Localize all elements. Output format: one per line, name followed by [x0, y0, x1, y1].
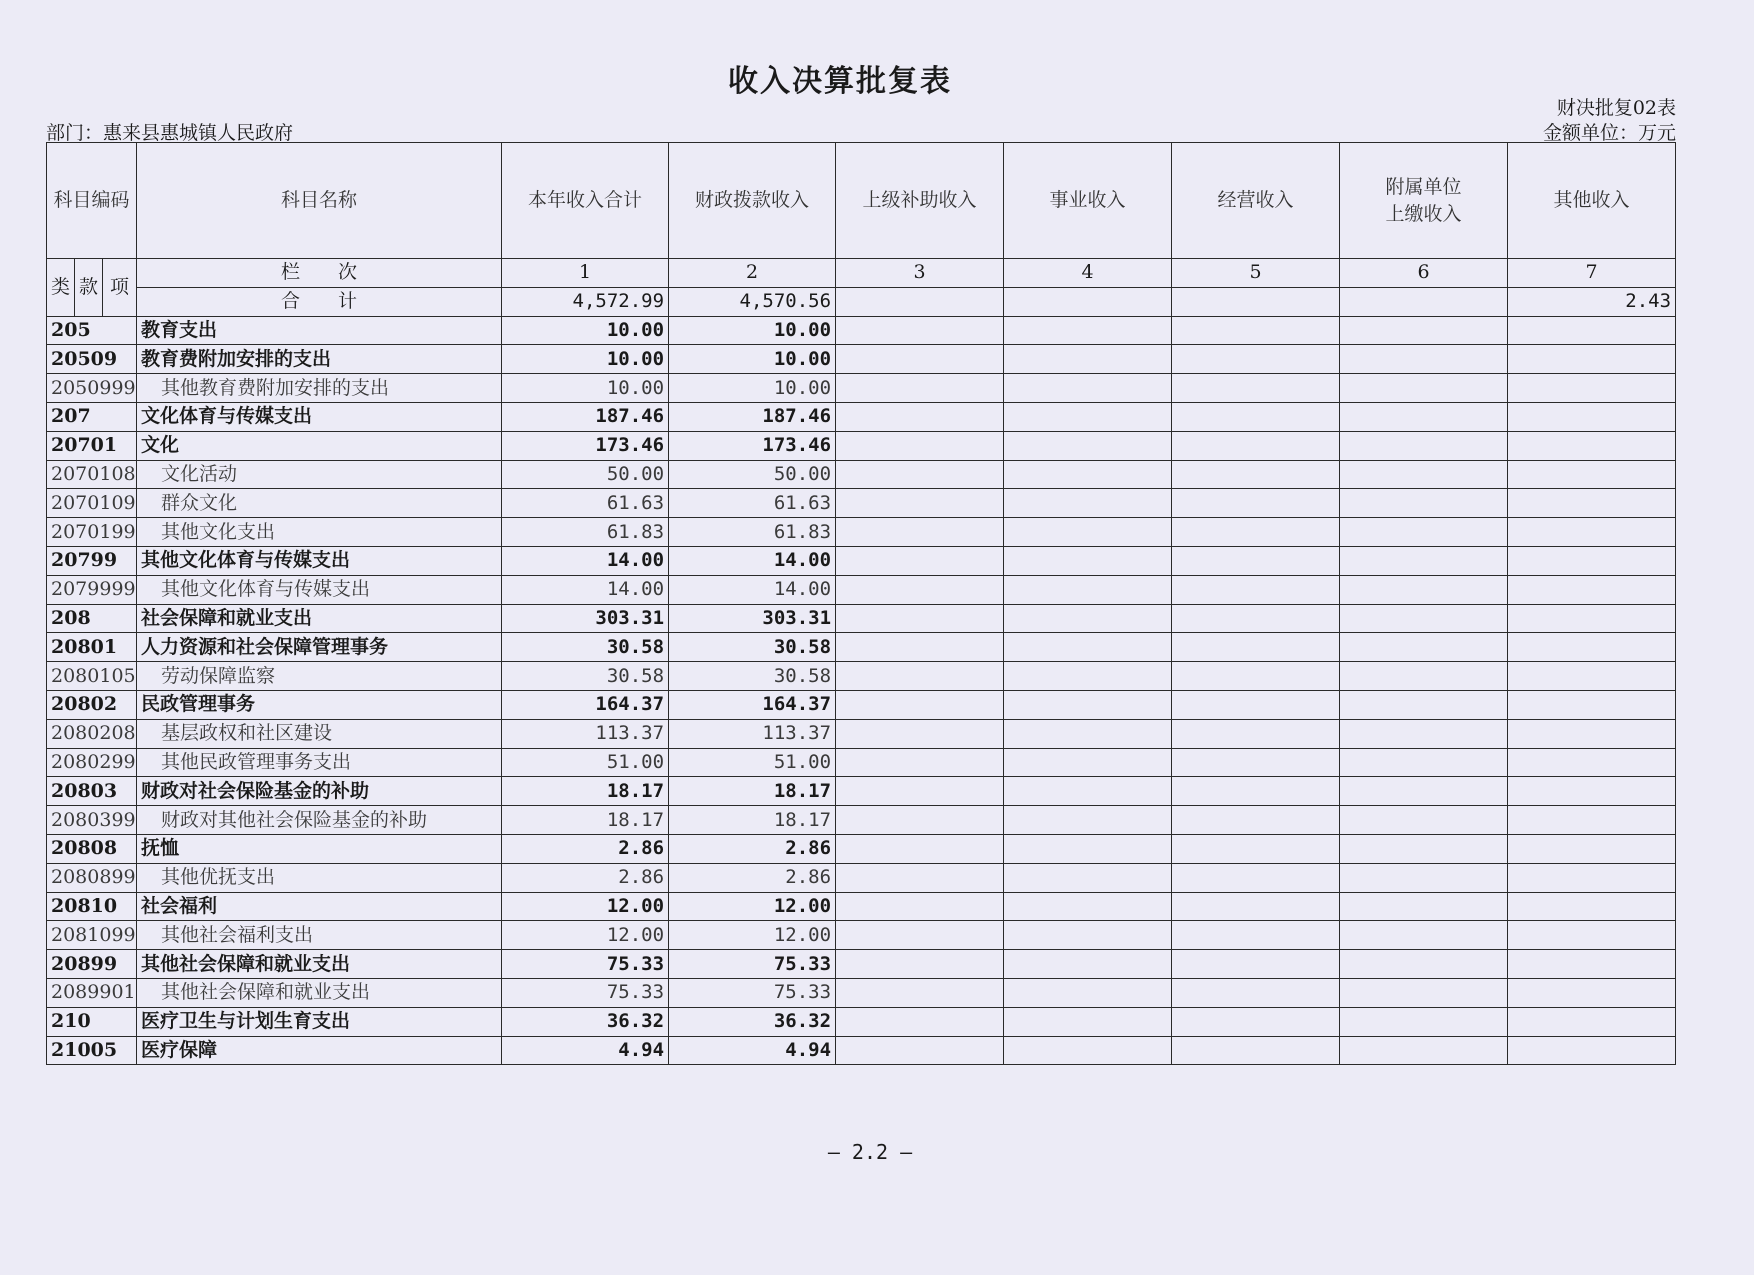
row-name: 其他文化支出 [137, 518, 502, 547]
row-col2: 2.86 [669, 834, 836, 863]
row-col4 [1004, 892, 1172, 921]
row-col2: 14.00 [669, 546, 836, 575]
row-col3 [836, 748, 1004, 777]
row-col7 [1508, 892, 1676, 921]
row-col6 [1340, 316, 1508, 345]
row-col4 [1004, 633, 1172, 662]
row-col1: 30.58 [502, 633, 669, 662]
row-code: 208 [47, 604, 137, 633]
row-name: 社会福利 [137, 892, 502, 921]
page-title: 收入决算批复表 [728, 64, 952, 99]
row-col5 [1172, 345, 1340, 374]
row-col5 [1172, 777, 1340, 806]
total-col6 [1340, 287, 1508, 316]
row-col2: 75.33 [669, 950, 836, 979]
row-col2: 4.94 [669, 1036, 836, 1065]
row-col4 [1004, 690, 1172, 719]
row-col7 [1508, 604, 1676, 633]
row-col2: 10.00 [669, 374, 836, 403]
row-col6 [1340, 719, 1508, 748]
row-col5 [1172, 978, 1340, 1007]
row-col7 [1508, 518, 1676, 547]
row-name: 基层政权和社区建设 [137, 719, 502, 748]
row-code: 2080399 [47, 806, 137, 835]
row-col7 [1508, 950, 1676, 979]
table-row [47, 604, 1676, 633]
row-col3 [836, 345, 1004, 374]
page-number: — 2.2 — [827, 1140, 913, 1164]
row-col6 [1340, 1036, 1508, 1065]
table-row [47, 518, 1676, 547]
row-col1: 18.17 [502, 777, 669, 806]
row-col3 [836, 662, 1004, 691]
row-col5 [1172, 374, 1340, 403]
row-code: 2080299 [47, 748, 137, 777]
row-col3 [836, 1036, 1004, 1065]
col-number-2: 2 [669, 259, 836, 288]
row-col5 [1172, 518, 1340, 547]
row-code: 2079999 [47, 575, 137, 604]
row-col3 [836, 546, 1004, 575]
header-code: 科目编码 [47, 143, 137, 259]
row-code: 20802 [47, 690, 137, 719]
row-col4 [1004, 921, 1172, 950]
row-col4 [1004, 777, 1172, 806]
row-code: 2070109 [47, 489, 137, 518]
row-col5 [1172, 748, 1340, 777]
col-number-5: 5 [1172, 259, 1340, 288]
table-row [47, 892, 1676, 921]
row-col4 [1004, 1007, 1172, 1036]
row-col4 [1004, 345, 1172, 374]
row-name: 财政对其他社会保险基金的补助 [137, 806, 502, 835]
row-col7 [1508, 690, 1676, 719]
row-code: 20799 [47, 546, 137, 575]
row-col6 [1340, 662, 1508, 691]
row-col1: 51.00 [502, 748, 669, 777]
row-col7 [1508, 1007, 1676, 1036]
table-row [47, 777, 1676, 806]
row-name: 其他文化体育与传媒支出 [137, 546, 502, 575]
row-col1: 14.00 [502, 546, 669, 575]
row-col3 [836, 431, 1004, 460]
row-col6 [1340, 546, 1508, 575]
row-col2: 12.00 [669, 892, 836, 921]
row-col5 [1172, 662, 1340, 691]
row-code: 20803 [47, 777, 137, 806]
department-label: 部门：惠来县惠城镇人民政府 [46, 122, 294, 144]
row-name: 医疗卫生与计划生育支出 [137, 1007, 502, 1036]
row-col6 [1340, 978, 1508, 1007]
total-row [47, 287, 1676, 316]
row-col3 [836, 950, 1004, 979]
table-row [47, 345, 1676, 374]
row-col4 [1004, 978, 1172, 1007]
col-number-4: 4 [1004, 259, 1172, 288]
row-col2: 2.86 [669, 863, 836, 892]
header-lei: 类 [47, 259, 75, 317]
row-col3 [836, 777, 1004, 806]
row-col5 [1172, 1036, 1340, 1065]
table-row [47, 575, 1676, 604]
table-row [47, 316, 1676, 345]
row-col3 [836, 460, 1004, 489]
row-col2: 61.63 [669, 489, 836, 518]
row-col5 [1172, 892, 1340, 921]
row-col6 [1340, 748, 1508, 777]
row-col2: 173.46 [669, 431, 836, 460]
row-code: 20701 [47, 431, 137, 460]
row-col7 [1508, 978, 1676, 1007]
row-code: 2080208 [47, 719, 137, 748]
row-col3 [836, 921, 1004, 950]
total-col5 [1172, 287, 1340, 316]
row-col6 [1340, 460, 1508, 489]
table-row [47, 690, 1676, 719]
header-col2: 财政拨款收入 [669, 143, 836, 259]
table-row [47, 921, 1676, 950]
amount-unit: 金额单位：万元 [1542, 122, 1676, 144]
row-col1: 14.00 [502, 575, 669, 604]
row-col1: 30.58 [502, 662, 669, 691]
row-col7 [1508, 460, 1676, 489]
row-col1: 75.33 [502, 950, 669, 979]
row-col6 [1340, 604, 1508, 633]
row-name: 劳动保障监察 [137, 662, 502, 691]
row-col2: 51.00 [669, 748, 836, 777]
row-col3 [836, 1007, 1004, 1036]
row-name: 群众文化 [137, 489, 502, 518]
row-code: 21005 [47, 1036, 137, 1065]
row-col1: 4.94 [502, 1036, 669, 1065]
total-label: 合 计 [137, 287, 502, 316]
row-col2: 10.00 [669, 345, 836, 374]
row-code: 20801 [47, 633, 137, 662]
header-col6 [1340, 143, 1508, 259]
row-col5 [1172, 950, 1340, 979]
row-col2: 303.31 [669, 604, 836, 633]
row-col1: 61.63 [502, 489, 669, 518]
row-code: 2070199 [47, 518, 137, 547]
table-row [47, 834, 1676, 863]
row-col6 [1340, 806, 1508, 835]
table-row [47, 863, 1676, 892]
row-col5 [1172, 633, 1340, 662]
row-code: 2080899 [47, 863, 137, 892]
row-name: 其他社会保障和就业支出 [137, 950, 502, 979]
row-col5 [1172, 690, 1340, 719]
row-col4 [1004, 431, 1172, 460]
row-name: 其他教育费附加安排的支出 [137, 374, 502, 403]
row-col1: 12.00 [502, 921, 669, 950]
row-code: 2050999 [47, 374, 137, 403]
row-name: 教育费附加安排的支出 [137, 345, 502, 374]
row-col7 [1508, 777, 1676, 806]
row-col1: 164.37 [502, 690, 669, 719]
row-col4 [1004, 402, 1172, 431]
row-col1: 18.17 [502, 806, 669, 835]
row-col6 [1340, 1007, 1508, 1036]
row-col2: 30.58 [669, 662, 836, 691]
row-name: 其他优抚支出 [137, 863, 502, 892]
row-col6 [1340, 489, 1508, 518]
row-col4 [1004, 518, 1172, 547]
row-col6 [1340, 374, 1508, 403]
row-name: 其他文化体育与传媒支出 [137, 575, 502, 604]
row-col6 [1340, 690, 1508, 719]
header-col4: 事业收入 [1004, 143, 1172, 259]
row-col3 [836, 604, 1004, 633]
row-col5 [1172, 863, 1340, 892]
row-col6 [1340, 777, 1508, 806]
row-code: 20899 [47, 950, 137, 979]
table-row [47, 431, 1676, 460]
row-col1: 61.83 [502, 518, 669, 547]
income-report-table [46, 142, 1676, 1065]
total-col7: 2.43 [1508, 287, 1676, 316]
row-col1: 10.00 [502, 345, 669, 374]
row-col2: 12.00 [669, 921, 836, 950]
row-col5 [1172, 431, 1340, 460]
row-col4 [1004, 460, 1172, 489]
row-col6 [1340, 431, 1508, 460]
row-code: 205 [47, 316, 137, 345]
header-col6-line2: 上缴收入 [1385, 202, 1462, 225]
row-col3 [836, 892, 1004, 921]
row-col7 [1508, 316, 1676, 345]
row-col7 [1508, 1036, 1676, 1065]
row-col7 [1508, 546, 1676, 575]
row-code: 2070108 [47, 460, 137, 489]
row-name: 抚恤 [137, 834, 502, 863]
table-row [47, 1036, 1676, 1065]
row-col2: 164.37 [669, 690, 836, 719]
row-col7 [1508, 345, 1676, 374]
row-name: 教育支出 [137, 316, 502, 345]
row-code: 2081099 [47, 921, 137, 950]
total-col3 [836, 287, 1004, 316]
table-row [47, 489, 1676, 518]
row-col6 [1340, 921, 1508, 950]
header-row [47, 143, 1676, 259]
table-row [47, 806, 1676, 835]
row-col7 [1508, 863, 1676, 892]
header-kuan: 款 [75, 259, 103, 317]
row-col3 [836, 633, 1004, 662]
row-col3 [836, 374, 1004, 403]
row-col3 [836, 518, 1004, 547]
row-col2: 75.33 [669, 978, 836, 1007]
total-col1: 4,572.99 [502, 287, 669, 316]
row-col6 [1340, 892, 1508, 921]
header-col7: 其他收入 [1508, 143, 1676, 259]
row-col3 [836, 316, 1004, 345]
table-row [47, 402, 1676, 431]
row-col1: 187.46 [502, 402, 669, 431]
row-col7 [1508, 575, 1676, 604]
row-col7 [1508, 834, 1676, 863]
table-row [47, 546, 1676, 575]
row-col6 [1340, 863, 1508, 892]
row-name: 人力资源和社会保障管理事务 [137, 633, 502, 662]
row-col2: 61.83 [669, 518, 836, 547]
row-col4 [1004, 546, 1172, 575]
row-col7 [1508, 374, 1676, 403]
row-name: 民政管理事务 [137, 690, 502, 719]
header-col5: 经营收入 [1172, 143, 1340, 259]
header-lanci: 栏 次 [137, 259, 502, 288]
row-col5 [1172, 921, 1340, 950]
row-col4 [1004, 316, 1172, 345]
row-col6 [1340, 518, 1508, 547]
row-col4 [1004, 834, 1172, 863]
row-col5 [1172, 575, 1340, 604]
row-col5 [1172, 806, 1340, 835]
header-col6-line1: 附属单位 [1385, 175, 1462, 198]
row-col2: 14.00 [669, 575, 836, 604]
row-code: 2089901 [47, 978, 137, 1007]
row-col7 [1508, 489, 1676, 518]
row-col5 [1172, 834, 1340, 863]
row-col1: 113.37 [502, 719, 669, 748]
row-col4 [1004, 748, 1172, 777]
row-col1: 36.32 [502, 1007, 669, 1036]
total-col4 [1004, 287, 1172, 316]
row-col4 [1004, 950, 1172, 979]
row-col2: 36.32 [669, 1007, 836, 1036]
row-col3 [836, 690, 1004, 719]
row-col2: 10.00 [669, 316, 836, 345]
row-col3 [836, 806, 1004, 835]
table-row [47, 662, 1676, 691]
table-row [47, 978, 1676, 1007]
row-col4 [1004, 575, 1172, 604]
row-col4 [1004, 374, 1172, 403]
row-col4 [1004, 489, 1172, 518]
row-col6 [1340, 575, 1508, 604]
total-col2: 4,570.56 [669, 287, 836, 316]
column-number-row [47, 259, 1676, 288]
row-col1: 75.33 [502, 978, 669, 1007]
row-col7 [1508, 719, 1676, 748]
row-name: 其他民政管理事务支出 [137, 748, 502, 777]
row-col6 [1340, 345, 1508, 374]
row-name: 社会保障和就业支出 [137, 604, 502, 633]
table-row [47, 460, 1676, 489]
row-name: 文化活动 [137, 460, 502, 489]
row-col7 [1508, 806, 1676, 835]
row-col7 [1508, 748, 1676, 777]
row-col5 [1172, 546, 1340, 575]
col-number-6: 6 [1340, 259, 1508, 288]
row-col5 [1172, 719, 1340, 748]
row-col1: 2.86 [502, 863, 669, 892]
row-col2: 187.46 [669, 402, 836, 431]
row-col1: 10.00 [502, 374, 669, 403]
row-col5 [1172, 489, 1340, 518]
row-col1: 173.46 [502, 431, 669, 460]
form-number: 财决批复02表 [1556, 97, 1676, 119]
row-col3 [836, 489, 1004, 518]
row-name: 医疗保障 [137, 1036, 502, 1065]
row-name: 其他社会保障和就业支出 [137, 978, 502, 1007]
col-number-7: 7 [1508, 259, 1676, 288]
row-col7 [1508, 431, 1676, 460]
row-col5 [1172, 1007, 1340, 1036]
row-col3 [836, 575, 1004, 604]
header-col1: 本年收入合计 [502, 143, 669, 259]
row-code: 20810 [47, 892, 137, 921]
row-col5 [1172, 460, 1340, 489]
row-col4 [1004, 863, 1172, 892]
row-col2: 50.00 [669, 460, 836, 489]
row-col5 [1172, 604, 1340, 633]
row-col6 [1340, 402, 1508, 431]
row-col1: 10.00 [502, 316, 669, 345]
row-col2: 30.58 [669, 633, 836, 662]
row-col1: 50.00 [502, 460, 669, 489]
row-col2: 18.17 [669, 777, 836, 806]
table-row [47, 950, 1676, 979]
row-col7 [1508, 402, 1676, 431]
row-code: 20808 [47, 834, 137, 863]
row-col3 [836, 834, 1004, 863]
table-row [47, 719, 1676, 748]
row-col1: 12.00 [502, 892, 669, 921]
row-code: 2080105 [47, 662, 137, 691]
row-col6 [1340, 950, 1508, 979]
row-name: 文化 [137, 431, 502, 460]
row-col2: 113.37 [669, 719, 836, 748]
row-code: 20509 [47, 345, 137, 374]
row-col2: 18.17 [669, 806, 836, 835]
row-col3 [836, 863, 1004, 892]
row-code: 210 [47, 1007, 137, 1036]
row-name: 其他社会福利支出 [137, 921, 502, 950]
row-col4 [1004, 719, 1172, 748]
row-col1: 2.86 [502, 834, 669, 863]
row-col4 [1004, 662, 1172, 691]
row-col3 [836, 719, 1004, 748]
row-col4 [1004, 604, 1172, 633]
header-xiang: 项 [103, 259, 137, 317]
row-col6 [1340, 834, 1508, 863]
row-col3 [836, 978, 1004, 1007]
header-col3: 上级补助收入 [836, 143, 1004, 259]
row-col1: 303.31 [502, 604, 669, 633]
table-row [47, 633, 1676, 662]
row-col6 [1340, 633, 1508, 662]
row-col7 [1508, 921, 1676, 950]
table-row [47, 374, 1676, 403]
row-name: 财政对社会保险基金的补助 [137, 777, 502, 806]
row-col5 [1172, 402, 1340, 431]
row-code: 207 [47, 402, 137, 431]
row-col4 [1004, 806, 1172, 835]
col-number-3: 3 [836, 259, 1004, 288]
row-col3 [836, 402, 1004, 431]
table-row [47, 1007, 1676, 1036]
row-col7 [1508, 662, 1676, 691]
col-number-1: 1 [502, 259, 669, 288]
row-col5 [1172, 316, 1340, 345]
header-name: 科目名称 [137, 143, 502, 259]
row-name: 文化体育与传媒支出 [137, 402, 502, 431]
row-col4 [1004, 1036, 1172, 1065]
table-row [47, 748, 1676, 777]
row-col7 [1508, 633, 1676, 662]
